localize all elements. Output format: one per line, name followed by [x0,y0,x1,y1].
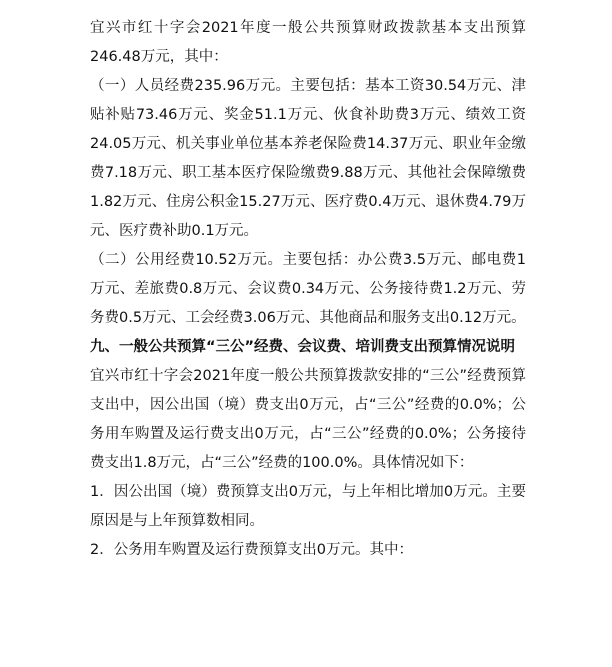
paragraph-personnel-expenses: （一）人员经费235.96万元。主要包括：基本工资30.54万元、津贴补贴73.46万元、奖金51.1万元、伙食补助费3万元、绩效工资24.05万元、机关事业单位基本养老保险费14.37万元、职业年金缴费7.18万元、职工基本医疗保险缴费9.88万元、其他社会保障缴费1.82万元、住房公积金15.27万元、医疗费0.4万元、退休费4.79万元、医疗费补助0.1万元。 [90,78,526,239]
section-heading-three-public-expenses: 九、一般公共预算“三公”经费、会议费、培训费支出预算情况说明 [90,339,516,355]
paragraph-overseas-travel: 1．因公出国（境）费预算支出0万元，与上年相比增加0万元。主要原因是与上年预算数相同。 [90,484,526,529]
paragraph-public-expenses: （二）公用经费10.52万元。主要包括：办公费3.5万元、邮电费1万元、差旅费0.8万元、会议费0.34万元、公务接待费1.2万元、劳务费0.5万元、工会经费3.06万元、其他商品和服务支出0.12万元。 [90,252,526,326]
paragraph-vehicle-expenses: 2．公务用车购置及运行费预算支出0万元。其中： [90,542,413,558]
paragraph-three-public-summary: 宜兴市红十字会2021年度一般公共预算拨款安排的“三公”经费预算支出中，因公出国（境）费支出0万元，占“三公”经费的0.0%；公务用车购置及运行费支出0万元，占“三公”经费的0.0%；公务接待费支出1.8万元，占“三公”经费的100.0%。具体情况如下： [90,368,526,471]
paragraph-basic-expenditure-summary: 宜兴市红十字会2021年度一般公共预算财政拨款基本支出预算246.48万元，其中： [90,20,526,65]
